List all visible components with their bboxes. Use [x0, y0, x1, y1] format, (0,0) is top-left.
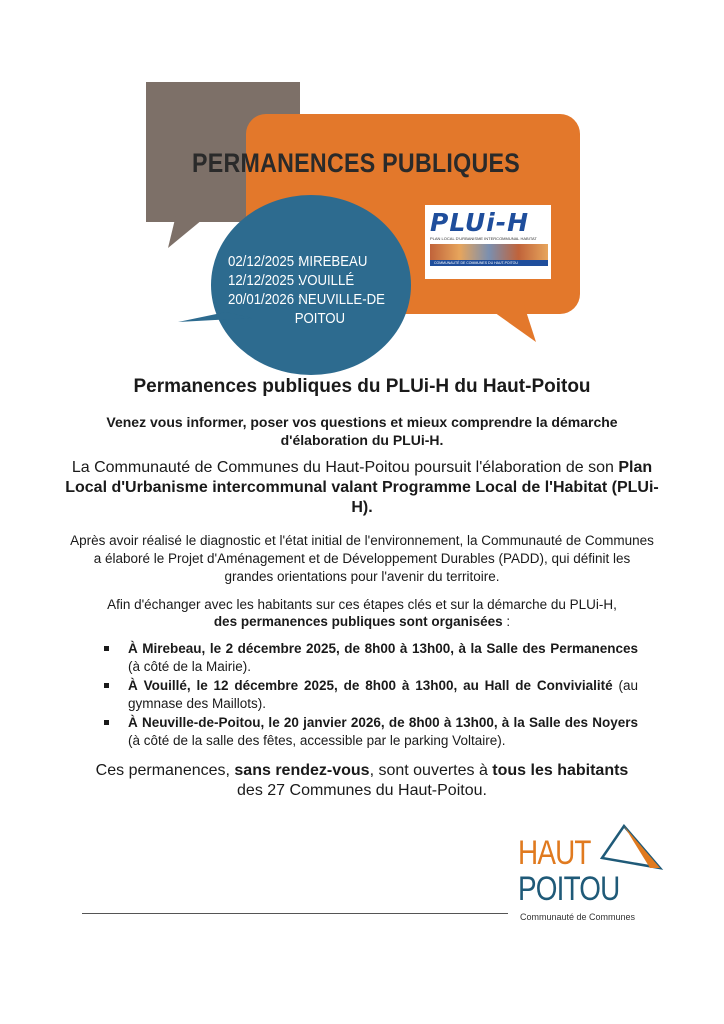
plui-logo-tagline: Tous acteurs de notre territoire — [425, 268, 521, 275]
list-item — [104, 640, 638, 675]
invitation-paragraph — [70, 596, 654, 630]
invitation-bold: des permanences publiques sont organisées — [213, 614, 503, 629]
closing-paragraph — [90, 761, 634, 801]
plui-logo-band — [430, 260, 548, 266]
bullet-icon — [104, 720, 109, 725]
place: NEUVILLE-DE — [298, 291, 385, 308]
session-details: À Neuville-de-Poitou, le 20 janvier 2026, de 8h00 à 13h00, à la Salle des Noyers — [128, 715, 638, 730]
bullet-icon — [104, 646, 109, 651]
place: MIREBEAU — [298, 253, 368, 270]
closing-text-3: des 27 Communes du Haut-Poitou. — [237, 782, 487, 799]
sessions-list — [104, 640, 638, 751]
date-row — [228, 271, 386, 290]
haut-poitou-triangle-icon — [600, 824, 664, 874]
footer-divider — [82, 913, 508, 914]
subtitle: Venez vous informer, poser vos questions et mieux comprendre la démarche d'élaboration du PLUi-H. — [106, 414, 618, 448]
invitation-end: : — [502, 614, 511, 629]
date: 02/12/2025 : — [228, 253, 302, 270]
closing-text-2: , sont ouvertes à — [369, 762, 493, 779]
dates-list — [228, 252, 386, 328]
haut-poitou-logo-line1: HAUT — [518, 834, 591, 872]
session-note: (à côté de la Mairie). — [128, 658, 252, 674]
session-details: À Vouillé, le 12 décembre 2025, de 8h00 à 13h00, au Hall de Convivialité — [128, 678, 613, 693]
place: POITOU — [294, 310, 346, 327]
closing-bold-1: sans rendez-vous — [234, 762, 370, 779]
intro-text: La Communauté de Communes du Haut-Poitou poursuit l'élaboration de son — [71, 459, 619, 476]
plui-logo-text: PLUi-H — [430, 208, 530, 237]
session-note: (au gymnase des Maillots). — [128, 678, 638, 711]
list-item — [104, 714, 638, 749]
intro-bold: Plan Local d'Urbanisme intercommunal valant Programme Local de l'Habitat (PLUi-H). — [65, 459, 659, 516]
invitation-text: Afin d'échanger avec les habitants sur ces étapes clés et sur la démarche du PLUi-H, — [107, 597, 617, 612]
bullet-icon — [104, 683, 109, 688]
date-row — [228, 309, 386, 328]
closing-text-1: Ces permanences, — [95, 762, 235, 779]
hero-title: PERMANENCES PUBLIQUES — [192, 148, 520, 178]
context-paragraph: Après avoir réalisé le diagnostic et l'état initial de l'environnement, la Communauté de Communes a élaboré le Projet d'Aménagement et de Développement Durables (PADD), qui définit les grandes orientations pour l'avenir du territoire. — [70, 533, 654, 584]
session-details: À Mirebeau, le 2 décembre 2025, de 8h00 à 13h00, à la Salle des Permanences — [128, 641, 638, 656]
intro-paragraph — [60, 458, 664, 518]
date-row — [228, 252, 386, 271]
date: 20/01/2026 : — [228, 291, 302, 308]
haut-poitou-logo-line2: POITOU — [518, 870, 620, 908]
date — [228, 309, 295, 328]
session-note: (à côté de la salle des fêtes, accessible par le parking Voltaire). — [128, 732, 506, 748]
date-row — [228, 290, 386, 309]
list-item — [104, 677, 638, 712]
haut-poitou-logo-caption: Communauté de Communes — [520, 912, 636, 922]
plui-logo-band-text: COMMUNAUTÉ DE COMMUNES DU HAUT-POITOU — [434, 261, 518, 265]
page-title: Permanences publiques du PLUi-H du Haut-Poitou — [133, 376, 591, 397]
plui-logo-subtitle: PLAN LOCAL D'URBANISME INTERCOMMUNAL HABITAT — [430, 236, 537, 241]
place: VOUILLÉ — [298, 272, 355, 289]
date: 12/12/2025 : — [228, 272, 302, 289]
closing-bold-2: tous les habitants — [492, 762, 629, 779]
